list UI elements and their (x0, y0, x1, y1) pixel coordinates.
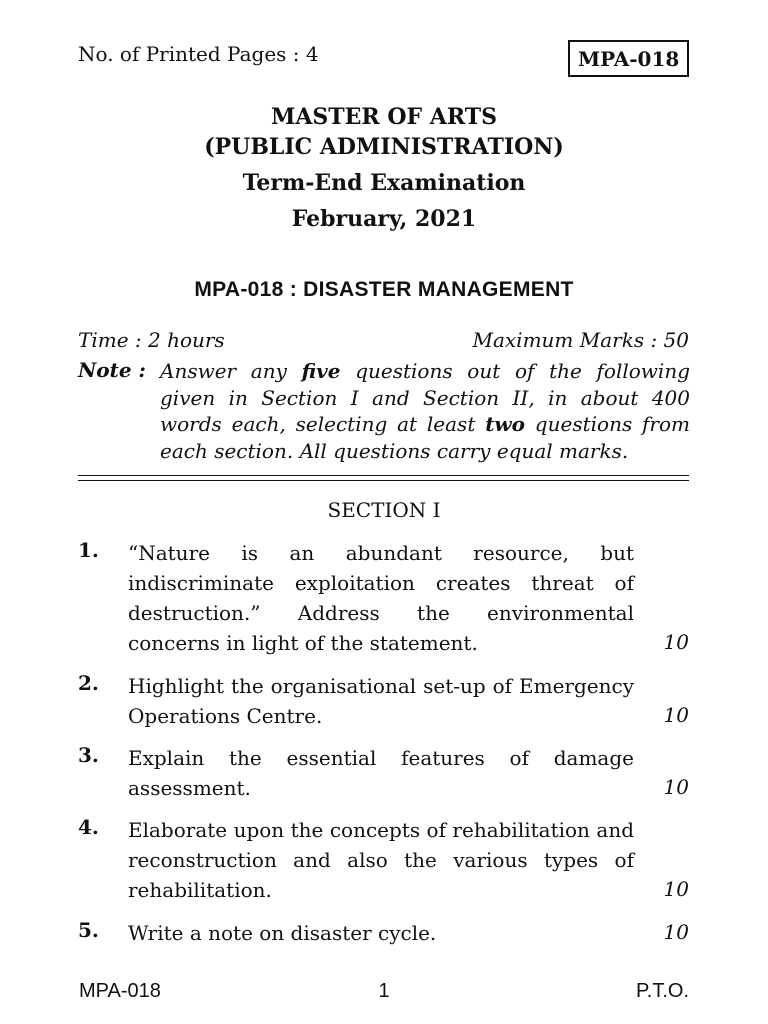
note-part: Answer any (160, 359, 302, 383)
printed-pages-count: No. of Printed Pages : 4 (78, 42, 319, 66)
note-part: questions out of the following given in Section I and Section II, in about 400 words each, selecting at least (160, 359, 691, 436)
question-text: “Nature is an abundant resource, but indiscriminate exploitation creates threat of destruction.” Address the environmental concerns in light of the statement. (128, 541, 634, 655)
programme-title: (PUBLIC ADMINISTRATION) (204, 134, 564, 160)
question-number: 3. (78, 743, 99, 767)
note-emphasis-five: five (301, 359, 341, 383)
note-label: Note : (78, 358, 146, 382)
question-number: 1. (78, 538, 99, 562)
exam-type: Term-End Examination (242, 170, 526, 196)
question-number: 4. (78, 815, 99, 839)
note-text (160, 358, 690, 464)
question-text: Explain the essential features of damage assessment. (128, 746, 634, 800)
question-number: 5. (78, 918, 99, 942)
maximum-marks: Maximum Marks : 50 (472, 328, 689, 352)
footer-pto: P.T.O. (636, 980, 689, 1002)
question-marks: 10 (663, 920, 689, 944)
question-number: 2. (78, 671, 99, 695)
divider-line (78, 480, 689, 481)
note-part: questions from each section. All questions carry equal marks. (160, 412, 691, 463)
note-emphasis-two: two (485, 412, 525, 436)
paper-code-box: MPA-018 (568, 40, 689, 77)
footer-paper-code: MPA-018 (79, 980, 161, 1002)
question-marks: 10 (663, 877, 689, 901)
section-heading: SECTION I (327, 498, 441, 522)
footer-page-number: 1 (378, 980, 390, 1002)
degree-title: MASTER OF ARTS (270, 104, 498, 130)
divider-line (78, 475, 689, 476)
subject-title: MPA-018 : DISASTER MANAGEMENT (194, 278, 574, 301)
question-text: Elaborate upon the concepts of rehabilitation and reconstruction and also the various types of rehabilitation. (128, 818, 634, 902)
question-text: Highlight the organisational set-up of Emergency Operations Centre. (128, 674, 634, 728)
question-marks: 10 (663, 775, 689, 799)
exam-date: February, 2021 (291, 206, 477, 232)
question-marks: 10 (663, 630, 689, 654)
time-allowed: Time : 2 hours (78, 328, 225, 352)
question-text: Write a note on disaster cycle. (128, 921, 437, 945)
question-marks: 10 (663, 703, 689, 727)
